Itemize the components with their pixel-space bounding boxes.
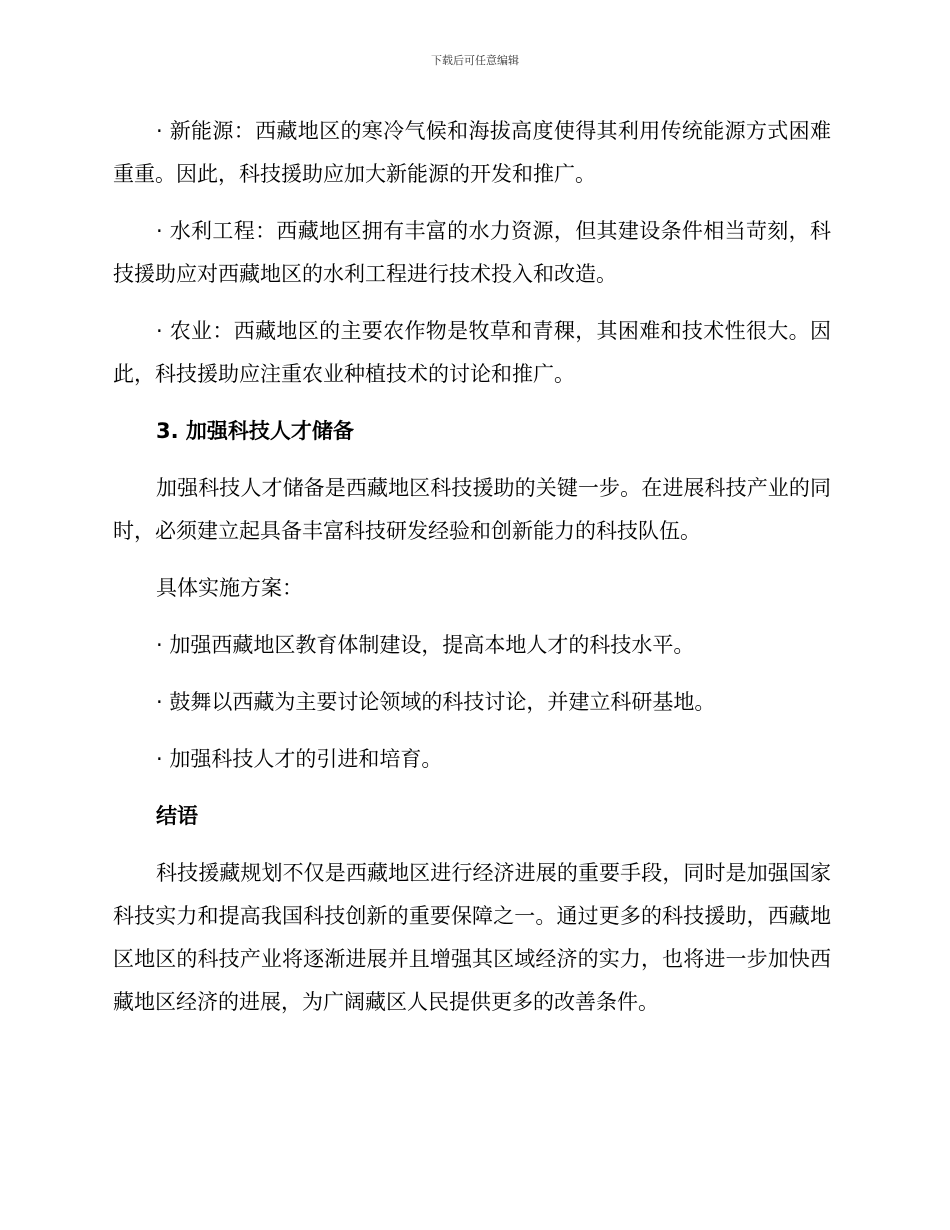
implementation-plan-label: 具体实施方案： xyxy=(156,576,303,600)
bullet-research-base: · 鼓舞以西藏为主要讨论领域的科技讨论，并建立科研基地。 xyxy=(156,690,716,714)
section-intro-paragraph: 加强科技人才储备是西藏地区科技援助的关键一步。在进展科技产业的同时，必须建立起具备丰富科技研发经验和创新能力的科技队伍。 xyxy=(113,476,831,543)
bullet-education-system: · 加强西藏地区教育体制建设，提高本地人才的科技水平。 xyxy=(156,633,695,657)
page-header-note: 下载后可任意编辑 xyxy=(431,54,519,67)
bullet-talent-recruitment: · 加强科技人才的引进和培育。 xyxy=(156,747,443,771)
document-body xyxy=(113,110,831,1024)
section-heading-talent-reserve: 3. 加强科技人才储备 xyxy=(156,419,354,443)
bullet-agriculture: · 农业：西藏地区的主要农作物是牧草和青稞，其困难和技术性很大。因此，科技援助应注重农业种植技术的讨论和推广。 xyxy=(113,319,831,386)
bullet-new-energy: · 新能源：西藏地区的寒冷气候和海拔高度使得其利用传统能源方式困难重重。因此，科技援助应加大新能源的开发和推广。 xyxy=(113,119,831,186)
bullet-water-conservancy: · 水利工程：西藏地区拥有丰富的水力资源，但其建设条件相当苛刻，科技援助应对西藏地区的水利工程进行技术投入和改造。 xyxy=(113,219,831,286)
conclusion-heading: 结语 xyxy=(156,804,198,828)
conclusion-paragraph: 科技援藏规划不仅是西藏地区进行经济进展的重要手段，同时是加强国家科技实力和提高我国科技创新的重要保障之一。通过更多的科技援助，西藏地区地区的科技产业将逐渐进展并且增强其区域经济的实力，也将进一步加快西藏地区经济的进展，为广阔藏区人民提供更多的改善条件。 xyxy=(113,861,831,1014)
